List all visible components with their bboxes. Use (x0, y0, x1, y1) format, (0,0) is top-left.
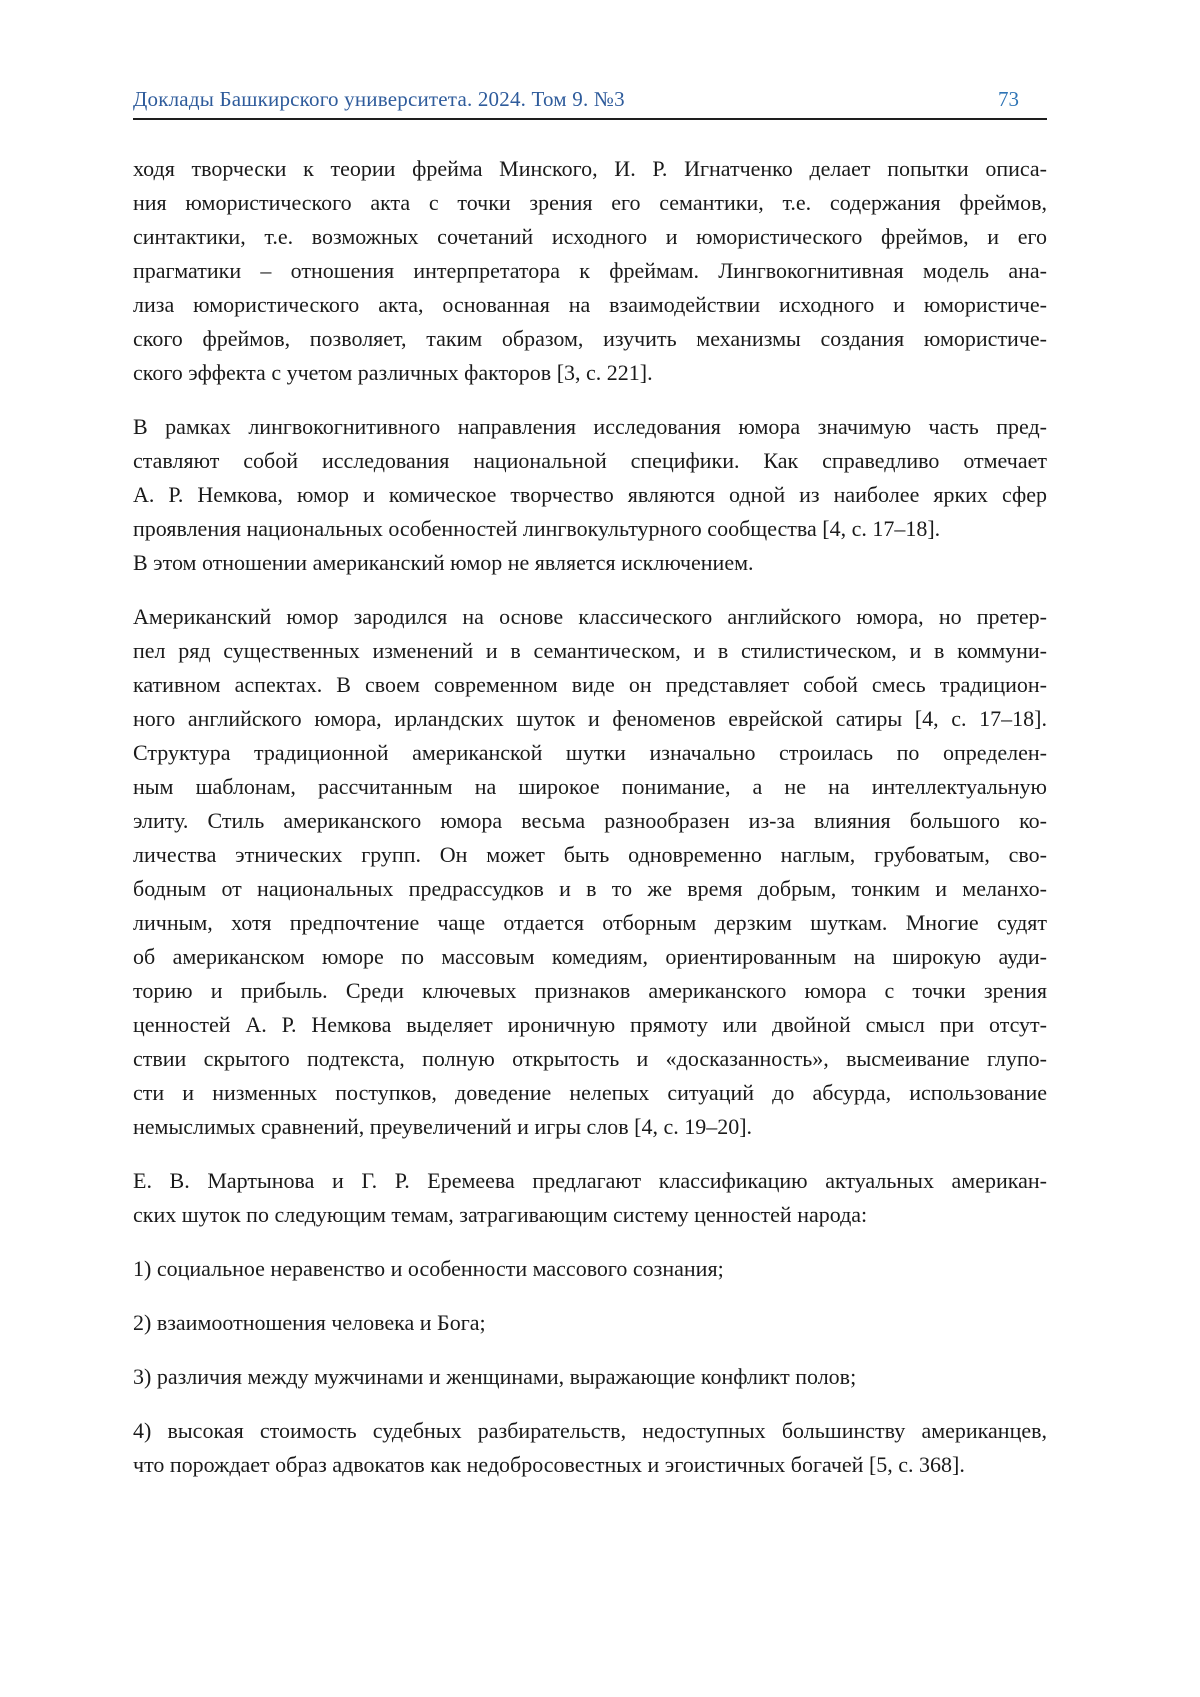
paragraph (133, 410, 1047, 580)
running-header (133, 86, 1047, 120)
paragraph (133, 1360, 1047, 1394)
content-column (133, 86, 1047, 1502)
text-line: 3) различия между мужчинами и женщинами, выражающие конфликт полов; (133, 1364, 857, 1389)
text-line: 1) социальное неравенство и особенности массового сознания; (133, 1256, 724, 1281)
text-line: Структура традиционной американской шутки изначально строилась по определен- (133, 740, 1047, 765)
text-line: об американском юморе по массовым комедиям, ориентированным на широкую ауди- (133, 944, 1047, 969)
text-line: ского фреймов, позволяет, таким образом, изучить механизмы создания юмористиче- (133, 326, 1047, 351)
document-body (133, 152, 1047, 1482)
text-line: В этом отношении американский юмор не является исключением. (133, 550, 754, 575)
text-line: немыслимых сравнений, преувеличений и игры слов [4, с. 19–20]. (133, 1114, 753, 1139)
text-line: В рамках лингвокогнитивного направления исследования юмора значимую часть пред- (133, 414, 1047, 439)
text-line: что порождает образ адвокатов как недобросовестных и эгоистичных богачей [5, с. 368]. (133, 1452, 965, 1477)
paragraph (133, 1252, 1047, 1286)
text-line: кативном аспектах. В своем современном виде он представляет собой смесь традицион- (133, 672, 1047, 697)
text-line: элиту. Стиль американского юмора весьма разнообразен из-за влияния большого ко- (133, 808, 1047, 833)
text-line: ских шуток по следующим темам, затрагивающим систему ценностей народа: (133, 1202, 868, 1227)
text-line: прагматики – отношения интерпретатора к фреймам. Лингвокогнитивная модель ана- (133, 258, 1047, 283)
text-line: личества этнических групп. Он может быть одновременно наглым, грубоватым, сво- (133, 842, 1047, 867)
text-line: ставляют собой исследования национальной специфики. Как справедливо отмечает (133, 448, 1047, 473)
text-line: А. Р. Немкова, юмор и комическое творчество являются одной из наиболее ярких сфер (133, 482, 1047, 507)
text-line: ного английского юмора, ирландских шуток и феноменов еврейской сатиры [4, с. 17–18]. (133, 706, 1047, 731)
page-number: 73 (998, 87, 1019, 111)
paragraph (133, 152, 1047, 390)
text-line: ского эффекта с учетом различных факторов [3, с. 221]. (133, 360, 653, 385)
text-line: лиза юмористического акта, основанная на взаимодействии исходного и юмористиче- (133, 292, 1047, 317)
text-line: ния юмористического акта с точки зрения его семантики, т.е. содержания фреймов, (133, 190, 1047, 215)
text-line: ходя творчески к теории фрейма Минского, И. Р. Игнатченко делает попытки описа- (133, 156, 1047, 181)
text-line: бодным от национальных предрассудков и в то же время добрым, тонким и меланхо- (133, 876, 1047, 901)
text-line: ным шаблонам, рассчитанным на широкое понимание, а не на интеллектуальную (133, 774, 1047, 799)
text-line: торию и прибыль. Среди ключевых признаков американского юмора с точки зрения (133, 978, 1047, 1003)
text-line: Американский юмор зародился на основе классического английского юмора, но претер- (133, 604, 1047, 629)
text-line: ценностей А. Р. Немкова выделяет ироничную прямоту или двойной смысл при отсут- (133, 1012, 1047, 1037)
paragraph (133, 1164, 1047, 1232)
text-line: личным, хотя предпочтение чаще отдается отборным дерзким шуткам. Многие судят (133, 910, 1047, 935)
text-line: сти и низменных поступков, доведение нелепых ситуаций до абсурда, использование (133, 1080, 1047, 1105)
text-line: ствии скрытого подтекста, полную открытость и «досказанность», высмеивание глупо- (133, 1046, 1047, 1071)
text-line: проявления национальных особенностей лингвокультурного сообщества [4, с. 17–18]. (133, 516, 941, 541)
paragraph (133, 600, 1047, 1144)
text-line: Е. В. Мартынова и Г. Р. Еремеева предлагают классификацию актуальных американ- (133, 1168, 1047, 1193)
paragraph (133, 1414, 1047, 1482)
journal-title: Доклады Башкирского университета. 2024. Том 9. №3 (133, 87, 625, 111)
text-line: 4) высокая стоимость судебных разбирательств, недоступных большинству американцев, (133, 1418, 1047, 1443)
text-line: 2) взаимоотношения человека и Бога; (133, 1310, 486, 1335)
text-line: пел ряд существенных изменений и в семантическом, и в стилистическом, и в коммуни- (133, 638, 1047, 663)
text-line: синтактики, т.е. возможных сочетаний исходного и юмористического фреймов, и его (133, 224, 1047, 249)
paragraph (133, 1306, 1047, 1340)
